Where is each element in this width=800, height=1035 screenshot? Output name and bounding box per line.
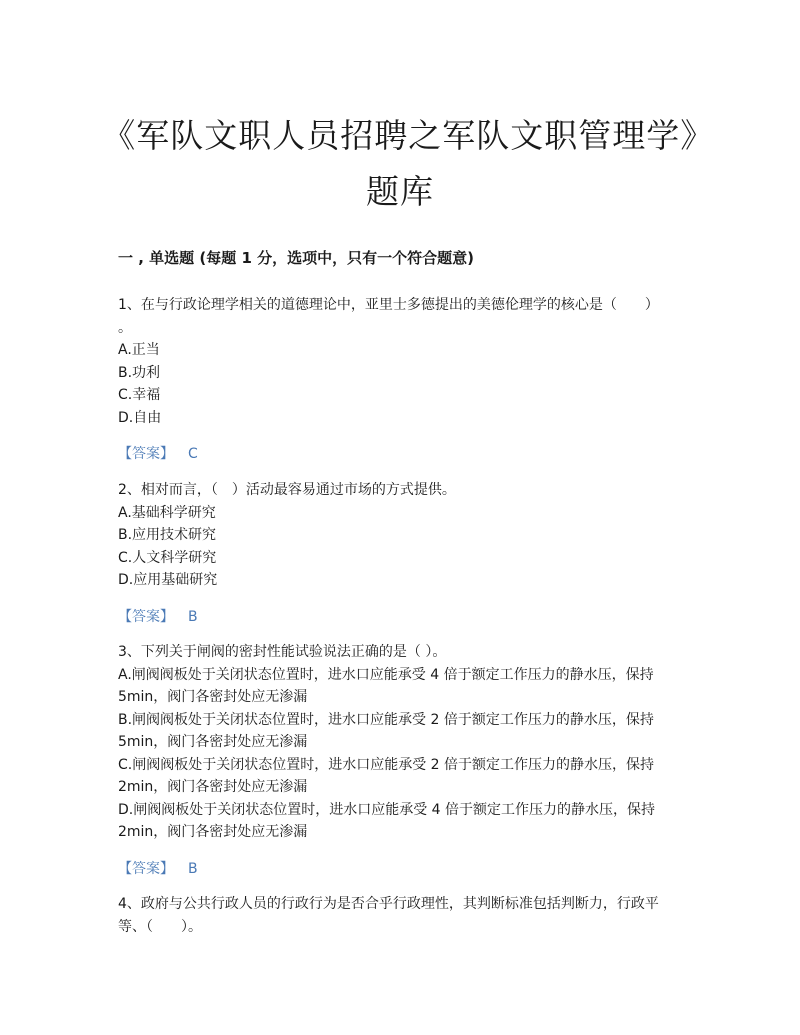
option-a: A.正当 bbox=[118, 342, 160, 358]
option-b-cont: 5min，阀门各密封处应无渗漏 bbox=[118, 734, 308, 750]
option-d: D.闸阀阀板处于关闭状态位置时，进水口应能承受 4 倍于额定工作压力的静水压，保持 bbox=[118, 801, 656, 818]
option-c: C.人文科学研究 bbox=[118, 549, 217, 566]
option-d: D.应用基础研究 bbox=[118, 572, 218, 588]
option-a: A.闸阀阀板处于关闭状态位置时，进水口应能承受 4 倍于额定工作压力的静水压，保持 bbox=[118, 666, 654, 683]
question-stem: 2、相对而言，（ ）活动最容易通过市场的方式提供。 bbox=[118, 482, 456, 498]
option-d: D.自由 bbox=[118, 409, 162, 426]
option-c: C.幸福 bbox=[118, 387, 161, 403]
answer-2 bbox=[118, 606, 198, 626]
question-2 bbox=[118, 479, 678, 592]
option-c-cont: 2min，阀门各密封处应无渗漏 bbox=[118, 779, 308, 795]
option-b: B.功利 bbox=[118, 364, 161, 381]
question-4 bbox=[118, 893, 678, 938]
question-stem-cont: 等、（ ）。 bbox=[118, 918, 202, 935]
option-b: B.应用技术研究 bbox=[118, 527, 217, 543]
option-c: C.闸阀阀板处于关闭状态位置时，进水口应能承受 2 倍于额定工作压力的静水压，保持 bbox=[118, 756, 655, 773]
answer-value: B bbox=[188, 609, 198, 625]
answer-label: 【答案】 bbox=[118, 861, 174, 877]
option-b: B.闸阀阀板处于关闭状态位置时，进水口应能承受 2 倍于额定工作压力的静水压，保持 bbox=[118, 711, 654, 728]
answer-1 bbox=[118, 443, 198, 463]
question-stem: 1、在与行政论理学相关的道德理论中，亚里士多德提出的美德伦理学的核心是（ ） bbox=[118, 297, 659, 313]
option-d-cont: 2min，阀门各密封处应无渗漏 bbox=[118, 824, 308, 840]
question-stem: 4、政府与公共行政人员的行政行为是否合乎行政理性，其判断标准包括判断力，行政平 bbox=[118, 896, 659, 912]
question-stem: 3、下列关于闸阀的密封性能试验说法正确的是（ ）。 bbox=[118, 644, 447, 660]
section-heading: 一 , 单选题 (每题 1 分，选项中，只有一个符合题意) bbox=[118, 249, 474, 267]
option-a: A.基础科学研究 bbox=[118, 504, 216, 521]
question-3 bbox=[118, 641, 678, 844]
document-title: 《军队文职人员招聘之军队文职管理学》题库 bbox=[102, 116, 698, 211]
answer-label: 【答案】 bbox=[118, 609, 174, 625]
question-1 bbox=[118, 294, 678, 429]
answer-value: C bbox=[188, 446, 198, 462]
answer-label: 【答案】 bbox=[118, 446, 174, 462]
answer-3 bbox=[118, 858, 198, 878]
option-a-cont: 5min，阀门各密封处应无渗漏 bbox=[118, 689, 308, 705]
question-stem-cont: 。 bbox=[118, 319, 132, 336]
answer-value: B bbox=[188, 861, 198, 877]
